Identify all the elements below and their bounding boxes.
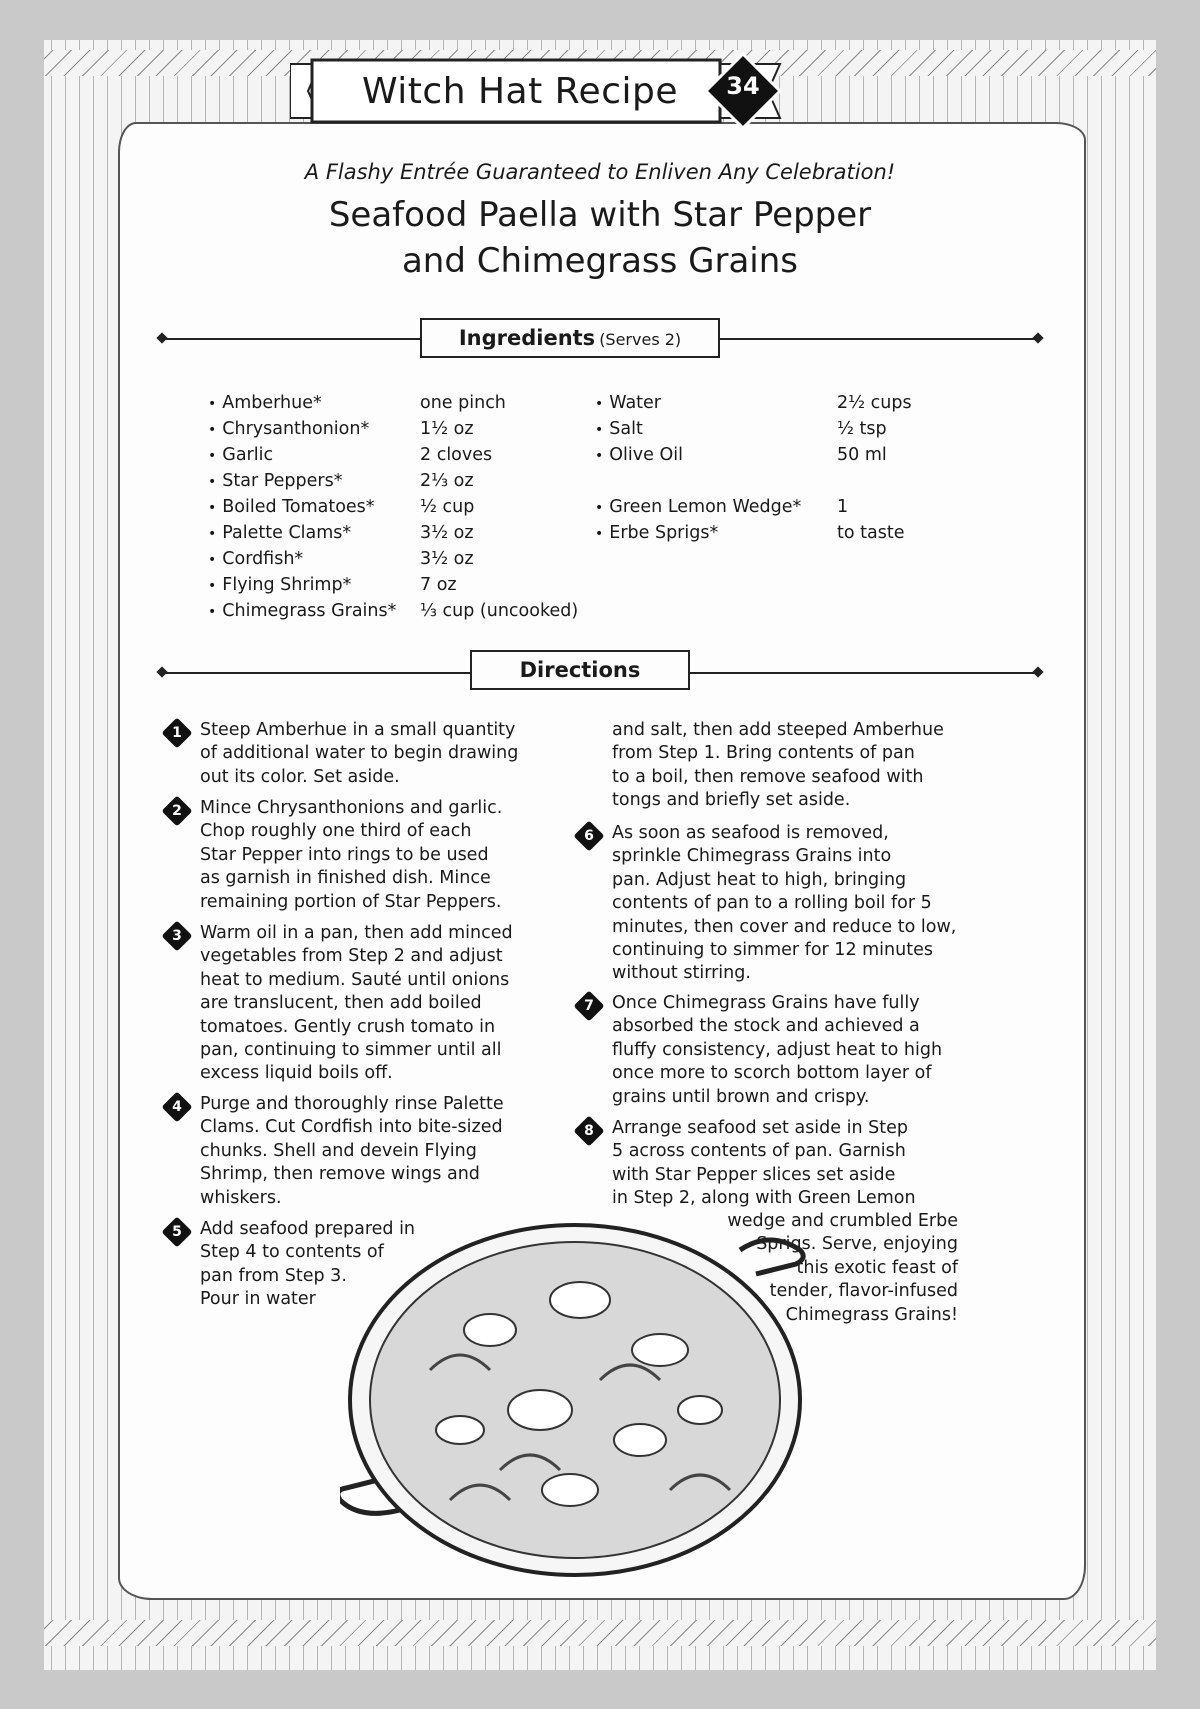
step-text: Arrange seafood set aside in Step 5 across contents of pan. Garnish with Star Pepper slices set aside in Step 2, along with Green Lemon bbox=[612, 1118, 916, 1209]
ingredient-row: • Chrysanthonion* bbox=[208, 416, 369, 443]
ingredient-qty: to taste bbox=[837, 523, 905, 543]
step-text: Warm oil in a pan, then add minced vegetables from Step 2 and adjust heat to medium. Sauté until onions are translucent, then add boiled tomatoes. Gently crush tomato in pan, continuing to simmer until all excess liquid boils off. bbox=[200, 923, 513, 1084]
step-number-badge: 8 bbox=[573, 1115, 604, 1146]
banner-title: Witch Hat Recipe bbox=[361, 70, 678, 112]
ingredient-qty: 2 cloves bbox=[420, 445, 493, 465]
recipe-banner bbox=[290, 50, 810, 132]
step-text: Purge and thoroughly rinse Palette Clams. Cut Cordfish into bite-sized chunks. Shell and devein Flying Shrimp, then remove wings and whiskers. bbox=[200, 1094, 504, 1208]
step-number-badge: 5 bbox=[161, 1216, 192, 1247]
step-number-badge: 2 bbox=[161, 795, 192, 826]
ingredient-qty: 2½ cups bbox=[837, 393, 912, 413]
recipe-title-line-1: Seafood Paella with Star Pepper bbox=[328, 195, 872, 235]
step-number-badge: 1 bbox=[161, 717, 192, 748]
ingredient-row: • Salt bbox=[595, 416, 643, 443]
border-pattern-bottom bbox=[44, 1620, 1156, 1646]
ingredient-row: • Flying Shrimp* bbox=[208, 572, 351, 599]
ingredient-row: • Amberhue* bbox=[208, 390, 322, 417]
recipe-number: 34 bbox=[726, 72, 760, 100]
ingredient-row: • Chimegrass Grains* bbox=[208, 598, 396, 625]
ingredient-row: • Water bbox=[595, 390, 661, 417]
ingredient-row: • Green Lemon Wedge* bbox=[595, 494, 801, 521]
ingredient-row: • Garlic bbox=[208, 442, 273, 469]
ingredient-qty: 2⅓ oz bbox=[420, 471, 474, 491]
recipe-title-line-2: and Chimegrass Grains bbox=[401, 241, 799, 281]
ingredient-row: • Boiled Tomatoes* bbox=[208, 494, 375, 521]
step-continuation-text: and salt, then add steeped Amberhue from Step 1. Bring contents of pan to a boil, then remove seafood with tongs and briefly set aside. bbox=[612, 720, 944, 811]
ingredients-heading bbox=[420, 318, 720, 358]
ingredient-qty: 1 bbox=[837, 497, 849, 517]
step-text: As soon as seafood is removed, sprinkle Chimegrass Grains into pan. Adjust heat to high, bringing contents of pan to a rolling boil for 5 minutes, then cover and reduce to low, continuing to simmer for 12 minutes without stirring. bbox=[612, 823, 957, 984]
ingredient-row: • Palette Clams* bbox=[208, 520, 351, 547]
serves-label: (Serves 2) bbox=[599, 330, 682, 349]
recipe-title bbox=[0, 192, 1200, 284]
step-number-badge: 7 bbox=[573, 990, 604, 1021]
ingredient-qty: 1½ oz bbox=[420, 419, 474, 439]
ingredient-row: • Cordfish* bbox=[208, 546, 303, 573]
paella-pan-illustration bbox=[340, 1210, 820, 1580]
ingredient-row: • Star Peppers* bbox=[208, 468, 342, 495]
recipe-subtitle: A Flashy Entrée Guaranteed to Enliven Any Celebration! bbox=[304, 160, 896, 184]
ingredient-qty: ½ tsp bbox=[837, 419, 887, 439]
step-text: Once Chimegrass Grains have fully absorbed the stock and achieved a fluffy consistency, adjust heat to high once more to scorch bottom layer of grains until brown and crispy. bbox=[612, 993, 943, 1107]
step-number-badge: 4 bbox=[161, 1091, 192, 1122]
ingredient-qty: 3½ oz bbox=[420, 549, 474, 569]
step-text: Mince Chrysanthonions and garlic. Chop roughly one third of each Star Pepper into rings to be used as garnish in finished dish. Mince remaining portion of Star Peppers. bbox=[200, 798, 503, 912]
ingredient-qty: 3½ oz bbox=[420, 523, 474, 543]
ingredient-row: • Erbe Sprigs* bbox=[595, 520, 718, 547]
ingredient-qty: 7 oz bbox=[420, 575, 457, 595]
ingredient-qty: one pinch bbox=[420, 393, 506, 413]
ingredient-qty: ⅓ cup (uncooked) bbox=[420, 601, 579, 621]
step-text: Steep Amberhue in a small quantity of additional water to begin drawing out its color. Set aside. bbox=[200, 720, 519, 787]
step-text: Add seafood prepared in Step 4 to contents of pan from Step 3. Pour in water bbox=[200, 1219, 416, 1310]
ingredient-row: • Olive Oil bbox=[595, 442, 683, 469]
ingredient-qty: 50 ml bbox=[837, 445, 887, 465]
step-number-badge: 3 bbox=[161, 920, 192, 951]
step-continuation-text: wedge and crumbled Erbe Sprigs. Serve, enjoying this exotic feast of tender, flavor-infused Chimegrass Grains! bbox=[727, 1211, 958, 1325]
ingredient-qty: ½ cup bbox=[420, 497, 475, 517]
directions-heading: Directions bbox=[470, 650, 690, 690]
step-number-badge: 6 bbox=[573, 820, 604, 851]
ingredients-heading-text: Ingredients bbox=[458, 326, 596, 350]
